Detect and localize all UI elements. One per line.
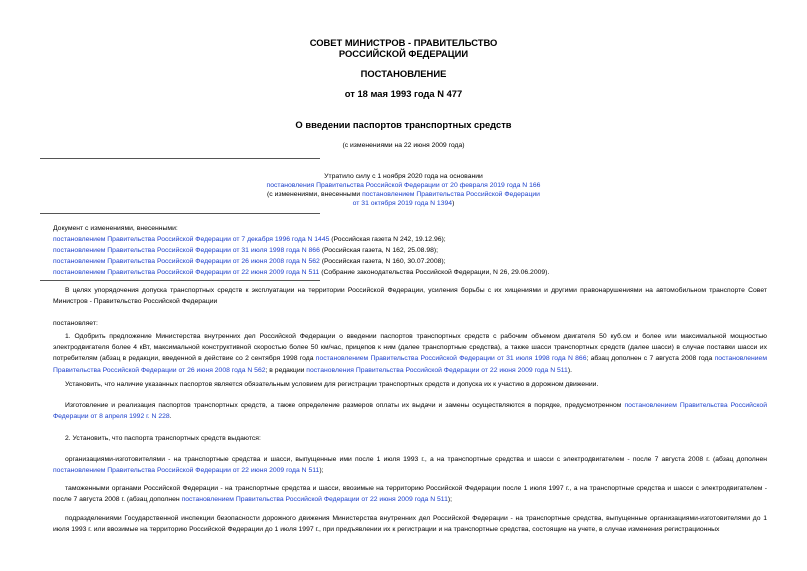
decree-link[interactable]: постановлением Правительства Российской Федерации от 22 июня 2009 года N 511	[53, 467, 320, 475]
paragraph-2: Установить, что наличие указанных паспортов является обязательным условием для регистрации транспортных средств и допуска их к участию в дорожном движении.	[65, 381, 599, 388]
decree-link[interactable]: постановлением Правительства Российской Федерации от 8 апреля 1992 г. N 228	[53, 402, 767, 421]
amendment-link[interactable]: постановлением Правительства Российской Федерации от 7 декабря 1996 года N 1445	[53, 236, 330, 243]
decree-link[interactable]: постановлением Правительства Российской Федерации от 26 июня 2008 года N 562	[53, 355, 767, 374]
paragraph-6: таможенными органами Российской Федерации - на транспортные средства и шасси, ввозимые на территорию Российской Федерации после 1 июля 1997 г., а на транспортные средства и шасси с электродвигателем - после 7 августа 2008 г. (абзац дополнен постановлением Правительства Российской Федерации от 22 июня 2009 года N 511);	[53, 485, 767, 504]
amending-decree-link[interactable]: постановлением Правительства Российской Федерации	[362, 191, 540, 198]
amendments-intro: Документ с изменениями, внесенными:	[53, 225, 178, 232]
amendments-list	[53, 223, 549, 278]
document-date-number: от 18 мая 1993 года N 477	[344, 88, 463, 99]
repeal-decree-link[interactable]: постановления Правительства Российской Федерации от 20 февраля 2019 года N 166	[266, 182, 541, 189]
divider	[40, 213, 320, 214]
paragraph-3: Изготовление и реализация паспортов транспортных средств, а также определение размеров оплаты их выдачи и замены осуществляются в порядке, предусмотренном постановлением Правительства Российской Федерации от 8 апреля 1992 г. N 228.	[53, 402, 767, 421]
decree-link[interactable]: постановлением Правительства Российской Федерации от 22 июня 2009 года N 511	[181, 496, 448, 504]
amendment-item: постановлением Правительства Российской Федерации от 26 июня 2008 года N 562 (Российская газета, N 160, 30.07.2008);	[53, 258, 446, 265]
amendment-link[interactable]: постановлением Правительства Российской Федерации от 26 июня 2008 года N 562	[53, 258, 320, 265]
authority-line-1: СОВЕТ МИНИСТРОВ - ПРАВИТЕЛЬСТВО	[309, 37, 498, 48]
amendments-note: (с изменениями на 22 июня 2009 года)	[342, 142, 465, 149]
resolves-paragraph: постановляет:	[53, 320, 98, 327]
paragraph-4: 2. Установить, что паспорта транспортных средств выдаются:	[65, 435, 261, 442]
document-title: О введении паспортов транспортных средств	[295, 119, 512, 130]
divider	[40, 158, 320, 159]
amendment-item: постановлением Правительства Российской Федерации от 31 июля 1998 года N 866 (Российская газета, N 162, 25.08.98);	[53, 247, 439, 254]
amending-decree-date-link[interactable]: от 31 октября 2019 года N 1394	[352, 200, 453, 207]
decree-link[interactable]: постановлением Правительства Российской Федерации от 31 июля 1998 года N 866	[315, 355, 587, 363]
amendment-item: постановлением Правительства Российской Федерации от 7 декабря 1996 года N 1445 (Российская газета N 242, 19.12.96);	[53, 236, 446, 243]
paragraph-5: организациями-изготовителями - на транспортные средства и шасси, выпущенные ими после 1 июля 1993 г., а на транспортные средства и шасси с электродвигателем - после 7 августа 2008 г. (абзац дополнен постановлением Правительства Российской Федерации от 22 июня 2009 года N 511);	[53, 456, 767, 475]
document-type: ПОСТАНОВЛЕНИЕ	[360, 68, 447, 79]
status-line-2	[0, 181, 807, 190]
status-line-4: от 31 октября 2019 года N 1394)	[352, 200, 455, 207]
preamble-paragraph: В целях упорядочения допуска транспортных средств к эксплуатации на территории Российской Федерации, усиления борьбы с их хищениями и другими правонарушениями на автомобильном транспорте Совет Министров - Правительство Российской Федерации	[53, 287, 767, 306]
paragraph-7: подразделениями Государственной инспекции безопасности дорожного движения Министерства внутренних дел Российской Федерации - на транспортные средства, выпущенные организациями-изготовителями до 1 июля 1993 г. или ввозимые на территорию Российской Федерации до 1 июля 1997 г., при предъявлении их к регистрации и на транспортные средства, состоящие на учете, в случае изменения регистрационных	[53, 515, 767, 534]
status-line-1: Утратило силу с 1 ноября 2020 года на основании	[324, 173, 483, 180]
paragraph-1: 1. Одобрить предложение Министерства внутренних дел Российской Федерации о введении паспортов транспортных средств с рабочим объемом двигателя 50 куб.см и более или максимальной мощностью электродвигателя более 4 кВт, максимальной конструктивной скоростью более 50 км/час, прицепов к ним (далее транспортные средства), а также шасси транспортных средств (далее шасси) в случае поставки шасси их потребителям (абзац в редакции, введенной в действие со 2 сентября 1998 года постановлением Правительства Российской Федерации от 31 июля 1998 года N 866; абзац дополнен с 7 августа 2008 года постановлением Правительства Российской Федерации от 26 июня 2008 года N 562; в редакции постановления Правительства Российской Федерации от 22 июня 2009 года N 511).	[53, 333, 767, 374]
divider	[40, 280, 320, 281]
amendment-link[interactable]: постановлением Правительства Российской Федерации от 31 июля 1998 года N 866	[53, 247, 320, 254]
amendment-link[interactable]: постановлением Правительства Российской Федерации от 22 июня 2009 года N 511	[53, 269, 320, 276]
authority-line-2: РОССИЙСКОЙ ФЕДЕРАЦИИ	[338, 48, 469, 59]
status-line-3: (с изменениями, внесенными постановлением Правительства Российской Федерации	[267, 191, 540, 198]
decree-link[interactable]: постановления Правительства Российской Федерации от 22 июня 2009 года N 511	[306, 366, 568, 374]
amendment-item: постановлением Правительства Российской Федерации от 22 июня 2009 года N 511 (Собрание законодательства Российской Федерации, N 26, 29.06.2009).	[53, 269, 550, 276]
